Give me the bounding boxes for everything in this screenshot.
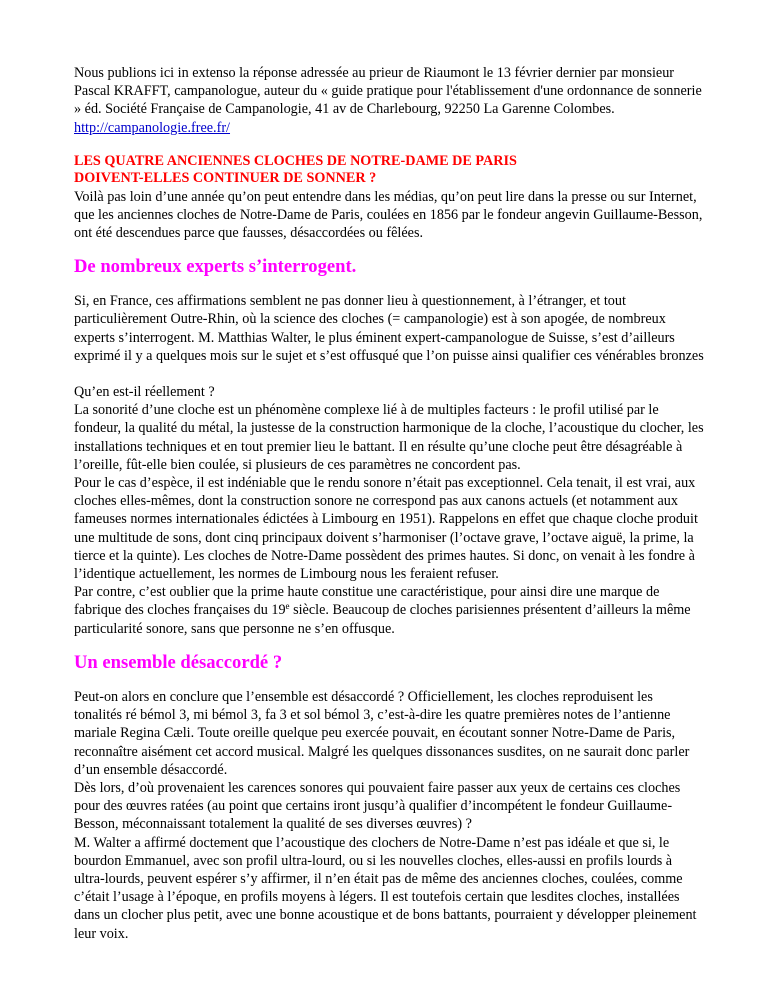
article-title-line-2: DOIVENT-ELLES CONTINUER DE SONNER ? [74,170,377,187]
intro-text: Nous publions ici in extenso la réponse adressée au prieur de Riaumont le 13 février dernier par monsieur Pascal KRAFFT, campanologue, auteur du « guide pratique pour l'établissement d'une ordonnance de sonnerie » éd. Société Française de Campanologie, 41 av de Charlebourg, 92250 La Garenne Colombes. [74,65,702,118]
section1-paragraph-3: La sonorité d’une cloche est un phénomène complexe lié à de multiples facteurs : le profil utilisé par le fondeur, la qualité du métal, la justesse de la construction harmonique de la cloche, l’acoustique du clocher, les installations techniques et en tout premier lieu le battant. Il en résulte qu’une cloche peut être désagréable à l’oreille, fût-elle bien coulée, si plusieurs de ces paramètres ne concordent pas. [74,402,704,473]
section1-paragraph-5-start: Par contre, c’est oublier que la prime haute constitue une caractéristique, pour ainsi dire une marque de fabrique des cloches françaises du 19 [74,584,660,619]
paragraph-gap [74,365,704,383]
section1-paragraph-4: Pour le cas d’espèce, il est indéniable que le rendu sonore n’était pas exceptionnel. Cela tenait, il est vrai, aux cloches elles-mêmes, dont la construction sonore ne correspond pas aux canons actuels (et notamment aux fameuses normes internationales édictées à Limbourg en 1951). Rappelons en effet que chaque cloche produit une multitude de sons, dont cinq principaux doivent s’harmoniser (l’octave grave, l’octave aiguë, la prime, la tierce et la quinte). Les cloches de Notre-Dame possèdent des primes hautes. Si donc, on venait à les fondre à l’identique actuellement, les normes de Limbourg nous les feraient refuser. [74,475,698,583]
section1-paragraph-5 [74,583,704,638]
article-title [74,153,704,188]
section2-paragraph-1: Peut-on alors en conclure que l’ensemble est désaccordé ? Officiellement, les cloches reproduisent les tonalités ré bémol 3, mi bémol 3, fa 3 et sol bémol 3, c’est-à-dire les quatre premières notes de l’antienne mariale Regina Cæli. Toute oreille quelque peu exercée pouvait, en écoutant sonner Notre-Dame de Paris, reconnaître aisément cet accord musical. Malgré les quelques dissonances susdites, on ne saurait donc parler d’un ensemble désaccordé. [74,688,690,778]
section-heading-desaccorde: Un ensemble désaccordé ? [74,651,283,673]
section2-paragraph-2: Dès lors, d’où provenaient les carences sonores qui pouvaient faire passer aux yeux de certains ces cloches pour des œuvres ratées (au point que certains iront jusqu’à qualifier d’incompétent le fondeur Guillaume-Besson, méconnaissant totalement la qualité de ses diverses œuvres) ? [74,779,681,833]
article-title-line-1: LES QUATRE ANCIENNES CLOCHES DE NOTRE-DAME DE PARIS [74,152,517,169]
section1-paragraph-5-end: siècle. Beaucoup de cloches parisiennes présentent d’ailleurs la même particularité sonore, sans que personne ne s’en offusque. [74,602,691,637]
section-heading-experts: De nombreux experts s’interrogent. [74,256,357,278]
section2-paragraph-3: M. Walter a affirmé doctement que l’acoustique des clochers de Notre-Dame n’est pas idéale et que si, le bourdon Emmanuel, avec son profil ultra-lourd, ou si les nouvelles cloches, elles-aussi en profils lourds à ultra-lourds, peuvent espérer s’y affirmer, il n’en était pas de même des anciennes cloches, coulées, comme c’était l’usage à l’époque, en profils moyens à légers. Il est toutefois certain que lesdites cloches, installées dans un clocher plus petit, avec une bonne acoustique et de bons battants, pourraient y développer pleinement leur voix. [74,834,697,942]
century-superscript: e [285,601,290,612]
campanologie-link[interactable]: http://campanologie.free.fr/ [74,119,231,136]
section1-paragraph-1: Si, en France, ces affirmations semblent ne pas donner lieu à questionnement, à l’étranger, et tout particulièrement Outre-Rhin, où la science des cloches (= campanologie) est à son apogée, de nombreux experts s’interrogent. M. Matthias Walter, le plus éminent expert-campanologue de Suisse, s’est d’ailleurs exprimé il y a quelques mois sur le sujet et s’est offusqué que l’on puisse ainsi qualifier ces vénérables bronzes [74,293,704,364]
intro-paragraph [74,64,704,137]
lead-paragraph: Voilà pas loin d’une année qu’on peut entendre dans les médias, qu’on peut lire dans la presse ou sur Internet, que les anciennes cloches de Notre-Dame de Paris, coulées en 1856 par le fondeur angevin Guillaume-Besson, ont été descendues parce que fausses, désaccordées ou fêlées. [74,188,703,242]
document-page [74,64,704,943]
section1-question: Qu’en est-il réellement ? [74,384,215,401]
